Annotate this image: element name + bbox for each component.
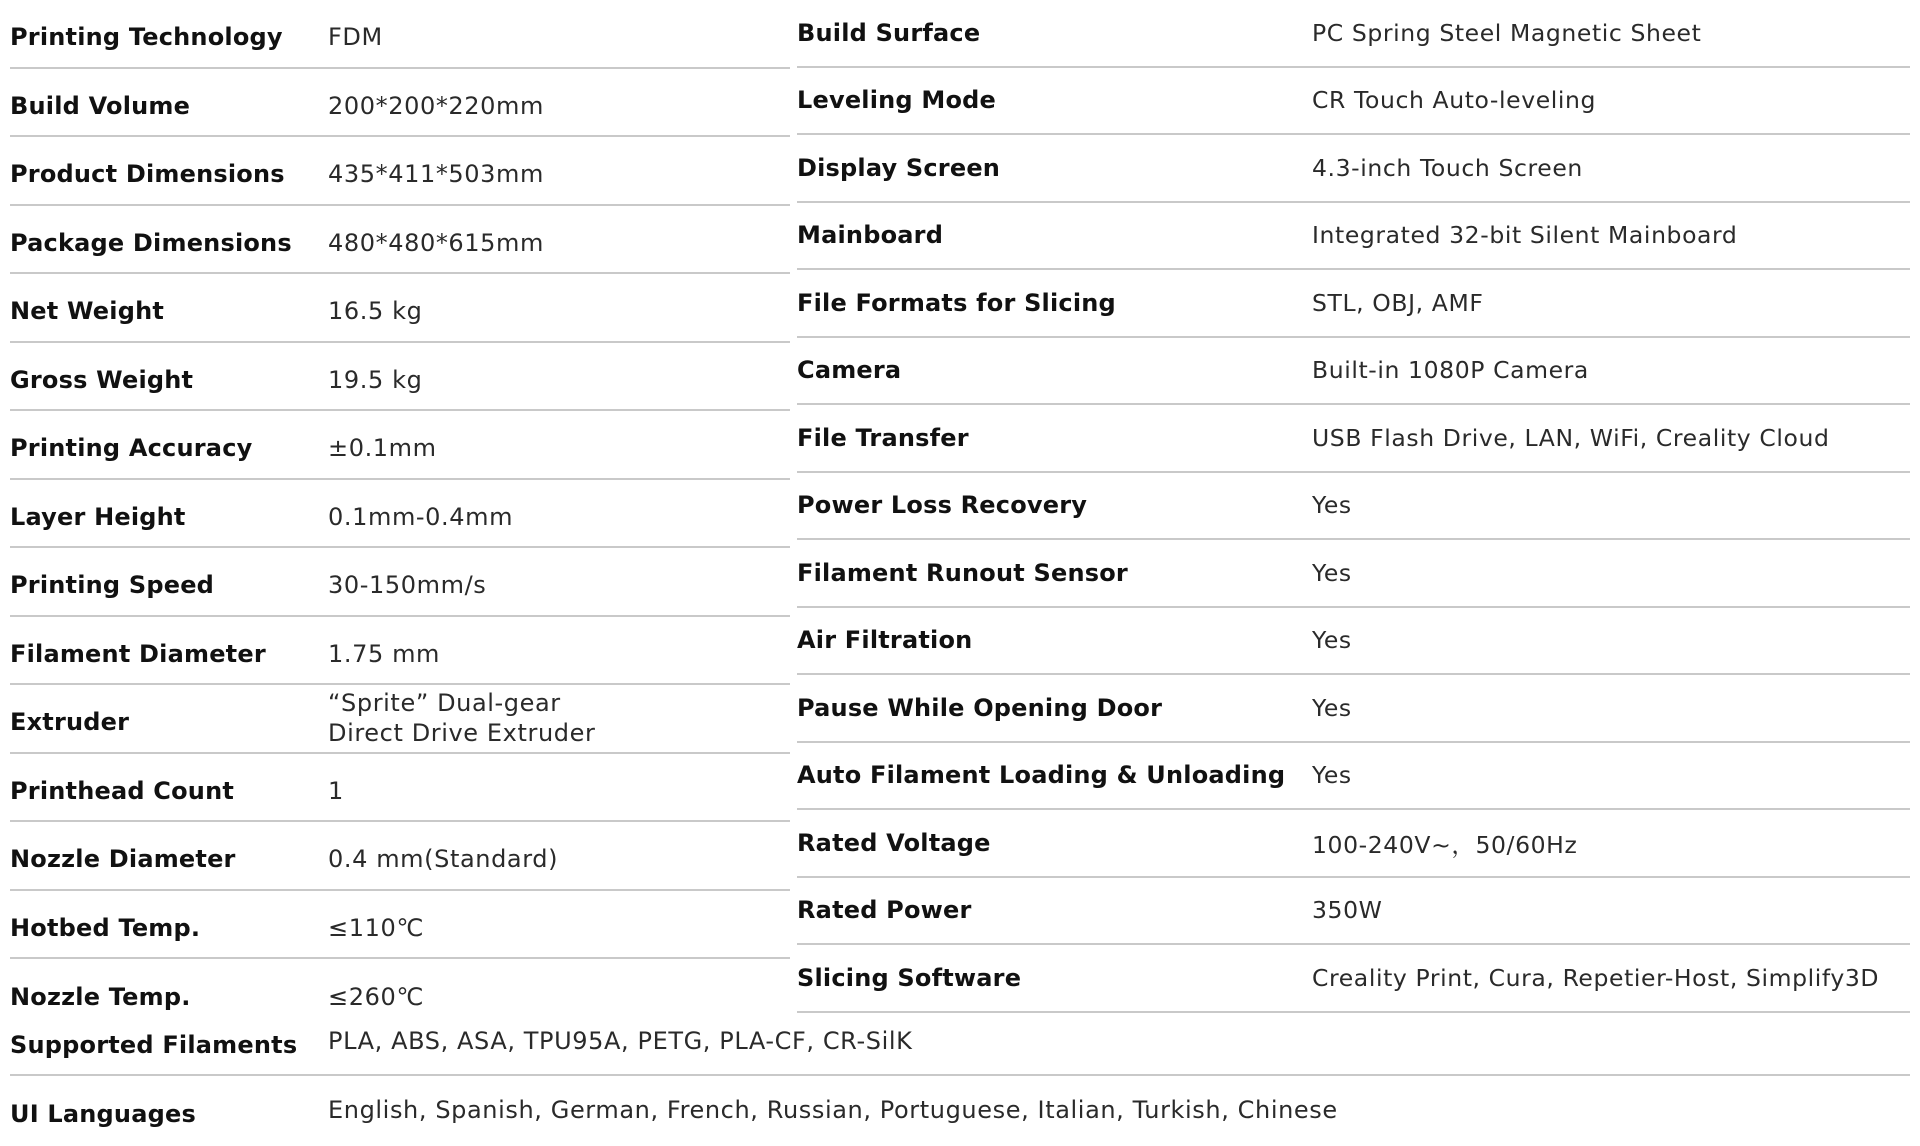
spec-value-line: 30-150mm/s <box>328 571 487 600</box>
spec-row <box>797 878 1910 946</box>
spec-value-line: 1 <box>328 776 344 805</box>
spec-value-line: 0.1mm-0.4mm <box>328 502 514 531</box>
spec-value: STL, OBJ, AMF <box>1312 288 1484 317</box>
spec-label: Rated Power <box>797 896 972 925</box>
spec-label: Nozzle Diameter <box>10 845 236 874</box>
spec-value <box>328 480 513 547</box>
spec-label: File Formats for Slicing <box>797 288 1116 317</box>
spec-value <box>328 754 344 821</box>
spec-value <box>328 69 544 136</box>
spec-row <box>797 203 1910 271</box>
spec-value: PLA, ABS, ASA, TPU95A, PETG, PLA-CF, CR-SilK <box>328 1027 913 1055</box>
spec-label: Product Dimensions <box>10 160 285 189</box>
spec-value <box>328 548 486 615</box>
spec-row <box>10 411 790 480</box>
spec-value <box>328 617 440 684</box>
spec-value-line: 1.75 mm <box>328 639 441 668</box>
spec-value: Yes <box>1312 491 1352 520</box>
spec-row <box>797 473 1910 541</box>
spec-value: PC Spring Steel Magnetic Sheet <box>1312 18 1702 47</box>
spec-value <box>328 343 422 410</box>
spec-label: Nozzle Temp. <box>10 983 191 1012</box>
spec-row <box>797 608 1910 676</box>
spec-row <box>797 405 1910 473</box>
spec-row <box>10 274 790 343</box>
spec-label: Auto Filament Loading & Unloading <box>797 761 1286 790</box>
spec-value-line: Direct Drive Extruder <box>328 719 596 748</box>
spec-value-line: ±0.1mm <box>328 434 437 463</box>
spec-value <box>328 0 383 67</box>
spec-value: 4.3-inch Touch Screen <box>1312 153 1583 182</box>
spec-row <box>10 0 790 69</box>
spec-label: Net Weight <box>10 297 165 326</box>
spec-value: Yes <box>1312 626 1352 655</box>
spec-value <box>328 822 558 889</box>
spec-value-line: 200*200*220mm <box>328 91 544 120</box>
spec-value: Built-in 1080P Camera <box>1312 356 1589 385</box>
spec-value: Creality Print, Cura, Repetier-Host, Simplify3D <box>1312 963 1880 992</box>
spec-label: Camera <box>797 356 902 385</box>
spec-value-line: ≤110℃ <box>328 913 424 942</box>
spec-row <box>797 810 1910 878</box>
spec-label: Extruder <box>10 708 130 737</box>
spec-value <box>328 685 595 752</box>
spec-label: Printing Technology <box>10 23 283 52</box>
spec-row <box>797 338 1910 406</box>
spec-row <box>10 685 790 754</box>
spec-value: USB Flash Drive, LAN, WiFi, Creality Cloud <box>1312 423 1830 452</box>
spec-label: Supported Filaments <box>10 1031 298 1059</box>
spec-value <box>328 206 544 273</box>
spec-row <box>797 270 1910 338</box>
spec-label: Filament Runout Sensor <box>797 558 1128 587</box>
spec-value-line: 435*411*503mm <box>328 160 544 189</box>
spec-value: 100-240V~，50/60Hz <box>1312 830 1578 859</box>
spec-label: UI Languages <box>10 1100 196 1128</box>
spec-label: Rated Voltage <box>797 828 991 857</box>
spec-column-left <box>10 0 790 1028</box>
spec-label: Printhead Count <box>10 776 235 805</box>
spec-value-line: 0.4 mm(Standard) <box>328 845 559 874</box>
spec-row <box>10 822 790 891</box>
spec-row-supported-filaments <box>10 1008 1910 1076</box>
spec-value <box>328 137 544 204</box>
spec-label: Power Loss Recovery <box>797 491 1088 520</box>
spec-row <box>10 891 790 960</box>
spec-label: Filament Diameter <box>10 639 266 668</box>
spec-value <box>328 891 424 958</box>
spec-label: Display Screen <box>797 153 1001 182</box>
spec-row <box>10 617 790 686</box>
spec-row <box>10 754 790 823</box>
spec-label: Layer Height <box>10 502 186 531</box>
spec-value: CR Touch Auto-leveling <box>1312 86 1597 115</box>
spec-label: Hotbed Temp. <box>10 913 201 942</box>
spec-row <box>10 343 790 412</box>
spec-row <box>797 675 1910 743</box>
spec-label: Pause While Opening Door <box>797 693 1163 722</box>
spec-row <box>10 548 790 617</box>
spec-row <box>797 0 1910 68</box>
spec-row <box>10 480 790 549</box>
spec-value: Yes <box>1312 761 1352 790</box>
spec-value-line: 16.5 kg <box>328 297 423 326</box>
spec-row <box>797 135 1910 203</box>
spec-label: Mainboard <box>797 221 944 250</box>
spec-label: File Transfer <box>797 423 969 452</box>
spec-value-line: FDM <box>328 23 383 52</box>
spec-row <box>10 206 790 275</box>
spec-column-right <box>797 0 1910 1013</box>
spec-label: Build Surface <box>797 18 981 47</box>
spec-value <box>328 274 422 341</box>
spec-value-line: 480*480*615mm <box>328 228 544 257</box>
spec-value-line: 19.5 kg <box>328 365 423 394</box>
spec-value: 350W <box>1312 896 1383 925</box>
spec-value <box>328 411 437 478</box>
spec-value: English, Spanish, German, French, Russian, Portuguese, Italian, Turkish, Chinese <box>328 1096 1338 1124</box>
spec-label: Printing Speed <box>10 571 215 600</box>
spec-label: Printing Accuracy <box>10 434 253 463</box>
spec-value: Yes <box>1312 558 1352 587</box>
spec-label: Leveling Mode <box>797 86 996 115</box>
spec-row-ui-languages <box>10 1076 1910 1144</box>
spec-row <box>10 69 790 138</box>
spec-row <box>797 540 1910 608</box>
spec-label: Package Dimensions <box>10 228 292 257</box>
spec-value-line: “Sprite” Dual-gear <box>328 689 561 718</box>
spec-value-line: ≤260℃ <box>328 983 424 1012</box>
spec-label: Slicing Software <box>797 963 1022 992</box>
spec-value: Integrated 32-bit Silent Mainboard <box>1312 221 1738 250</box>
spec-value: Yes <box>1312 693 1352 722</box>
spec-row <box>797 743 1910 811</box>
spec-label: Gross Weight <box>10 365 194 394</box>
spec-row <box>797 68 1910 136</box>
spec-row <box>797 945 1910 1013</box>
spec-label: Build Volume <box>10 91 191 120</box>
spec-label: Air Filtration <box>797 626 973 655</box>
spec-row <box>10 137 790 206</box>
